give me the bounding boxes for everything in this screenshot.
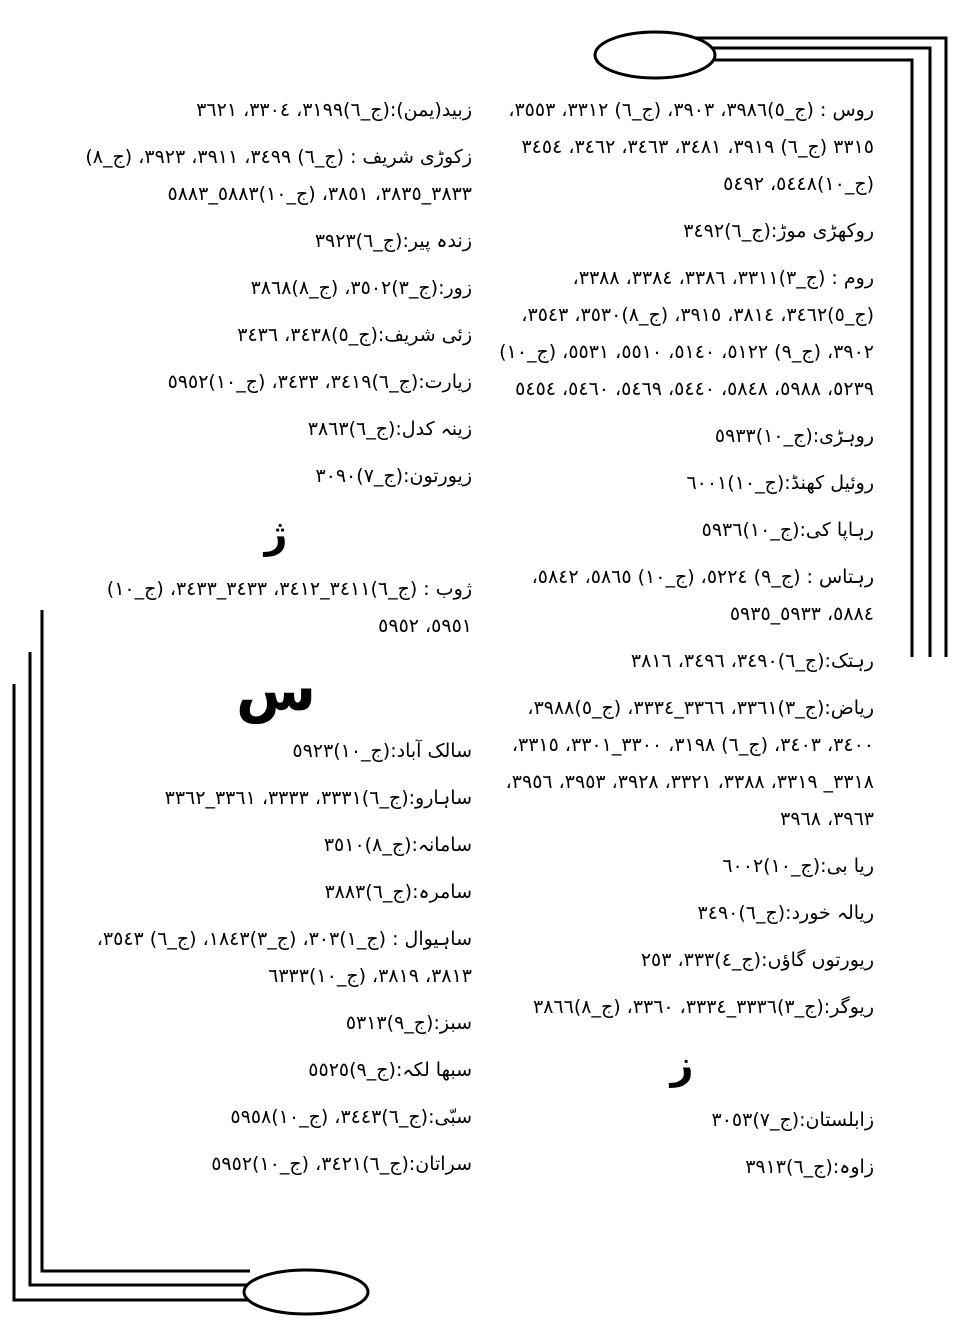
index-entry: زکوڑی شریف : (ج_٦) ٣٤٩٩، ٣٩١١، ٣٩٢٣، (ج_٨) ٣٨٣٣_٣٨٣٥، ٣٨٥١، (ج_١٠)٥٨٨٣_٥٨٨٣	[85, 146, 472, 205]
index-entry: رہتک:(ج_٦)٣٤٩٠، ٣٤٩٦، ٣٨١٦	[630, 650, 874, 672]
index-entry: زور:(ج_٣)٣٥٠٢، (ج_٨)٣٨٦٨	[250, 277, 472, 299]
index-entry: ساہارو:(ج_٦)٣٣٣١، ٣٣٣٣، ٣٣٦١_٣٣٦٢	[164, 787, 472, 809]
index-entry: ریا بی:(ج_١٠)٦٠٠٢	[722, 855, 874, 877]
index-entry: زندہ پیر:(ج_٦)٣٩٢٣	[314, 230, 472, 252]
index-column-right	[490, 92, 874, 1196]
index-entry: سبّی:(ج_٦)٣٤٤٣، (ج_١٠)٥٩٥٨	[230, 1106, 472, 1128]
section-letter-heading: ز	[670, 1042, 694, 1088]
index-entry: زئی شریف:(ج_٥)٣٤٣٨، ٣٤٣٦	[237, 324, 472, 346]
index-entry: زابلستان:(ج_٧)٣٠٥٣	[711, 1109, 874, 1131]
index-entry: روہڑی:(ج_١٠)٥٩٣٣	[714, 425, 874, 447]
index-entry: روم : (ج_٣)٣٣١١، ٣٣٨٦، ٣٣٨٤، ٣٣٨٨، (ج_٥)٣٤٦٢، ٣٨١٤، ٣٩١٥، (ج_٨)٣٥٣٠، ٣٥٤٣، ٣٩٠٢، (ج_٩) ٥١٢٢، ٥١٤٠، ٥٥١٠، ٥٥٣١، (ج_١٠) ٥٢٣٩، ٥٩٨٨، ٥٨٤٨، ٥٤٤٠، ٥٤٦٩، ٥٤٦٠، ٥٤٥٤	[499, 267, 874, 400]
index-entry: رہتاس : (ج_٩) ٥٢٢٤، (ج_١٠) ٥٨٦٥، ٥٨٤٢، ٥٨٨٤، ٥٩٣٣_٥٩٣٥	[531, 566, 874, 625]
index-entry: ریورتوں گاؤں:(ج_٤)٣٣٣، ٢٥٣	[640, 949, 874, 971]
index-entry: ژوب : (ج_٦)٣٤١١_٣٤١٢، ٣٤٣٣_٣٤٣٣، (ج_١٠) ٥٩٥١، ٥٩٥٢	[106, 578, 472, 637]
index-entry: رہاپا کی:(ج_١٠)٥٩٣٦	[701, 519, 874, 541]
index-entry: ساہیوال : (ج_١)٣٠٣، (ج_٣)١٨٤٣، (ج_٦) ٣٥٤٣، ٣٨١٣، ٣٨١٩، (ج_١٠)٦٣٣٣	[96, 928, 472, 987]
index-entry: زبید(یمن):(ج_٦)٣١٩٩، ٣٣٠٤، ٣٦٢١	[196, 99, 472, 121]
section-letter-heading: س	[235, 656, 317, 724]
section-letter-heading: ژ	[264, 511, 288, 557]
ornament-ellipse-bottom	[244, 1270, 368, 1314]
index-entry: سامانہ:(ج_٨)٣٥١٠	[323, 834, 472, 856]
index-entry: سامرہ:(ج_٦)٣٨٨٣	[324, 881, 472, 903]
index-column-left	[80, 92, 472, 1193]
index-entry: سبھا لکہ:(ج_٩)٥٥٢٥	[308, 1059, 472, 1081]
index-entry: زیارت:(ج_٦)٣٤١٩، ٣٤٣٣، (ج_١٠)٥٩٥٢	[167, 371, 472, 393]
index-entry: ریاض:(ج_٣)٣٣٦١، ٣٣٦٦_٣٣٣٤، (ج_٥)٣٩٨٨، ٣٤٠٠، ٣٤٠٣، (ج_٦) ٣١٩٨، ٣٣٠٠_٣٣٠١، ٣٣١٥، ٣٣١٨_ ٣٣١٩، ٣٣٨٨، ٣٣٢١، ٣٩٢٨، ٣٩٥٣، ٣٩٥٦، ٣٩٦٣، ٣٩٦٨	[505, 697, 874, 830]
index-entry: سالک آباد:(ج_١٠)٥٩٢٣	[292, 740, 472, 762]
index-entry: زیورتون:(ج_٧)٣٠٩٠	[315, 465, 472, 487]
index-entry: سبز:(ج_٩)٥٣١٣	[345, 1012, 472, 1034]
index-entry: روکھڑی موڑ:(ج_٦)٣٤٩٢	[683, 220, 874, 242]
index-entry: ریوگر:(ج_٣)٣٣٣٦_٣٣٣٤، ٣٣٦٠، (ج_٨)٣٨٦٦	[532, 996, 874, 1018]
index-entry: زینہ کدل:(ج_٦)٣٨٦٣	[307, 418, 472, 440]
index-entry: روس : (ج_٥)٣٩٨٦، ٣٩٠٣، (ج_٦) ٣٣١٢، ٣٥٥٣، ٣٣١٥ (ج_٦) ٣٩١٩، ٣٤٨١، ٣٤٦٣، ٣٤٦٢، ٣٤٥٤ (ج_١٠)٥٤٤٨، ٥٤٩٢	[508, 99, 874, 195]
ornament-ellipse-top	[595, 32, 715, 78]
index-entry: ریالہ خورد:(ج_٦)٣٤٩٠	[697, 902, 874, 924]
index-entry: سراتان:(ج_٦)٣٤٢١، (ج_١٠)٥٩٥٢	[211, 1153, 472, 1175]
index-entry: زاوہ:(ج_٦)٣٩١٣	[745, 1156, 874, 1178]
index-entry: روئیل کھنڈ:(ج_١٠)٦٠٠١	[686, 472, 874, 494]
